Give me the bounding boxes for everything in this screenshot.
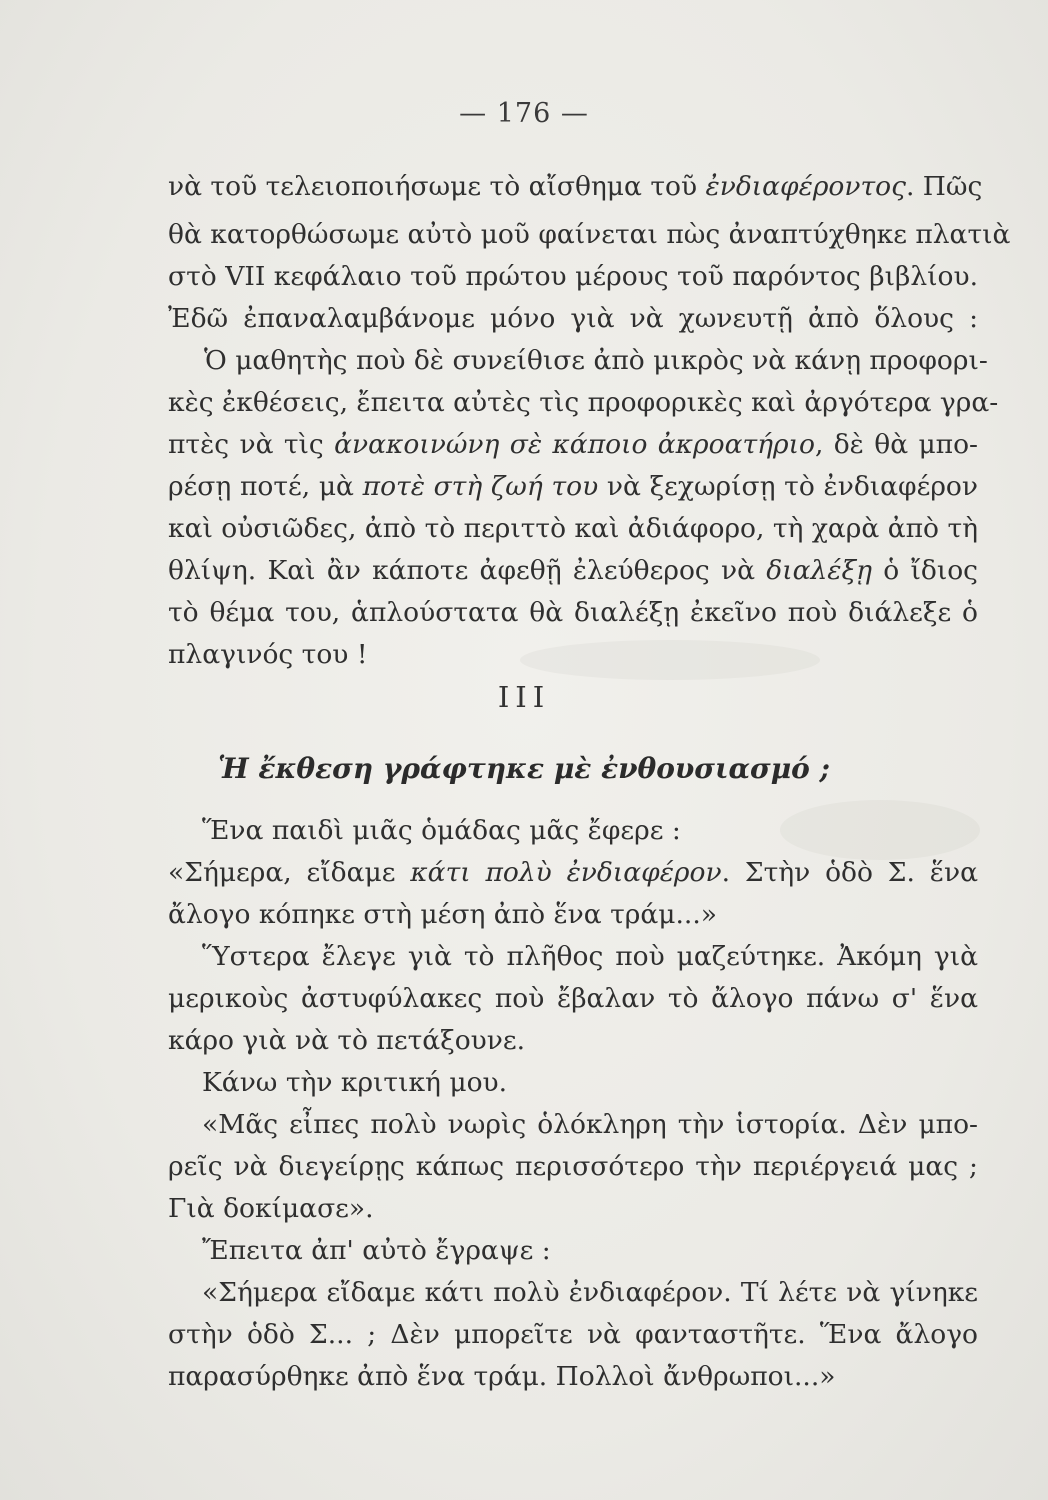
text-line: «Σήμερα, εἴδαμε κάτι πολὺ ἐνδιαφέρον. Στὴν ὁδὸ Σ. ἕνα: [168, 857, 979, 888]
section-heading: Ἡ ἔκθεση γράφτηκε μὲ ἐνθουσιασμό ;: [218, 752, 830, 785]
text-line: καὶ οὐσιῶδες, ἀπὸ τὸ περιττὸ καὶ ἀδιάφορο, τὴ χαρὰ ἀπὸ τὴ: [168, 513, 978, 544]
text-line: Ὕστερα ἔλεγε γιὰ τὸ πλῆθος ποὺ μαζεύτηκε. Ἀκόμη γιὰ: [202, 941, 978, 972]
text-line: στὴν ὁδὸ Σ... ; Δὲν μπορεῖτε νὰ φανταστῆτε. Ἕνα ἄλογο: [168, 1319, 978, 1350]
text-line: ρέσῃ ποτέ, μὰ ποτὲ στὴ ζωή του νὰ ξεχωρίσῃ τὸ ἐνδιαφέρον: [168, 471, 978, 502]
text-line: ἄλογο κόπηκε στὴ μέση ἀπὸ ἕνα τράμ...»: [168, 899, 717, 930]
text-line: παρασύρθηκε ἀπὸ ἕνα τράμ. Πολλοὶ ἄνθρωποι...»: [168, 1361, 836, 1392]
text-line: κὲς ἐκθέσεις, ἔπειτα αὐτὲς τὶς προφορικὲς καὶ ἀργότερα γρα-: [168, 387, 999, 418]
text-line: «Σήμερα εἴδαμε κάτι πολὺ ἐνδιαφέρον. Τί λέτε νὰ γίνηκε: [202, 1277, 978, 1308]
text-line: ρεῖς νὰ διεγείρῃς κάπως περισσότερο τὴν περιέργειά μας ;: [168, 1151, 978, 1182]
text-line: Ὁ μαθητὴς ποὺ δὲ συνείθισε ἀπὸ μικρὸς νὰ κάνῃ προφορι-: [204, 345, 988, 376]
page-number: — 176 —: [459, 98, 589, 129]
text-line: Ἐδῶ ἐπαναλαμβάνομε μόνο γιὰ νὰ χωνευτῇ ἀπὸ ὅλους :: [168, 303, 978, 334]
text-line: πτὲς νὰ τὶς ἀνακοινώνη σὲ κάποιο ἀκροατήριο, δὲ θὰ μπο-: [168, 429, 978, 460]
text-line: πλαγινός του !: [168, 639, 368, 670]
text-line: τὸ θέμα του, ἁπλούστατα θὰ διαλέξῃ ἐκεῖνο ποὺ διάλεξε ὁ: [168, 597, 978, 628]
text-line: θὰ κατορθώσωμε αὐτὸ μοῦ φαίνεται πὼς ἀναπτύχθηκε πλατιὰ: [168, 219, 1011, 250]
text-line: Ἕνα παιδὶ μιᾶς ὁμάδας μᾶς ἔφερε :: [202, 815, 681, 846]
text-line: Κάνω τὴν κριτική μου.: [202, 1067, 508, 1098]
text-line: νὰ τοῦ τελειοποιήσωμε τὸ αἴσθημα τοῦ ἐνδιαφέροντος. Πῶς: [168, 171, 983, 202]
text-line: κάρο γιὰ νὰ τὸ πετάξουνε.: [168, 1025, 526, 1056]
text-line: στὸ VII κεφάλαιο τοῦ πρώτου μέρους τοῦ παρόντος βιβλίου.: [168, 261, 978, 292]
text-line: μερικοὺς ἀστυφύλακες ποὺ ἔβαλαν τὸ ἄλογο πάνω σ' ἕνα: [168, 983, 978, 1014]
section-numeral: III: [497, 680, 551, 714]
text-line: θλίψη. Καὶ ἂν κάποτε ἀφεθῇ ἐλεύθερος νὰ διαλέξῃ ὁ ἴδιος: [168, 555, 978, 586]
text-line: Γιὰ δοκίμασε».: [168, 1193, 374, 1224]
text-line: «Μᾶς εἶπες πολὺ νωρὶς ὁλόκληρη τὴν ἱστορία. Δὲν μπο-: [202, 1109, 978, 1140]
text-line: Ἔπειτα ἀπ' αὐτὸ ἔγραψε :: [202, 1235, 551, 1266]
